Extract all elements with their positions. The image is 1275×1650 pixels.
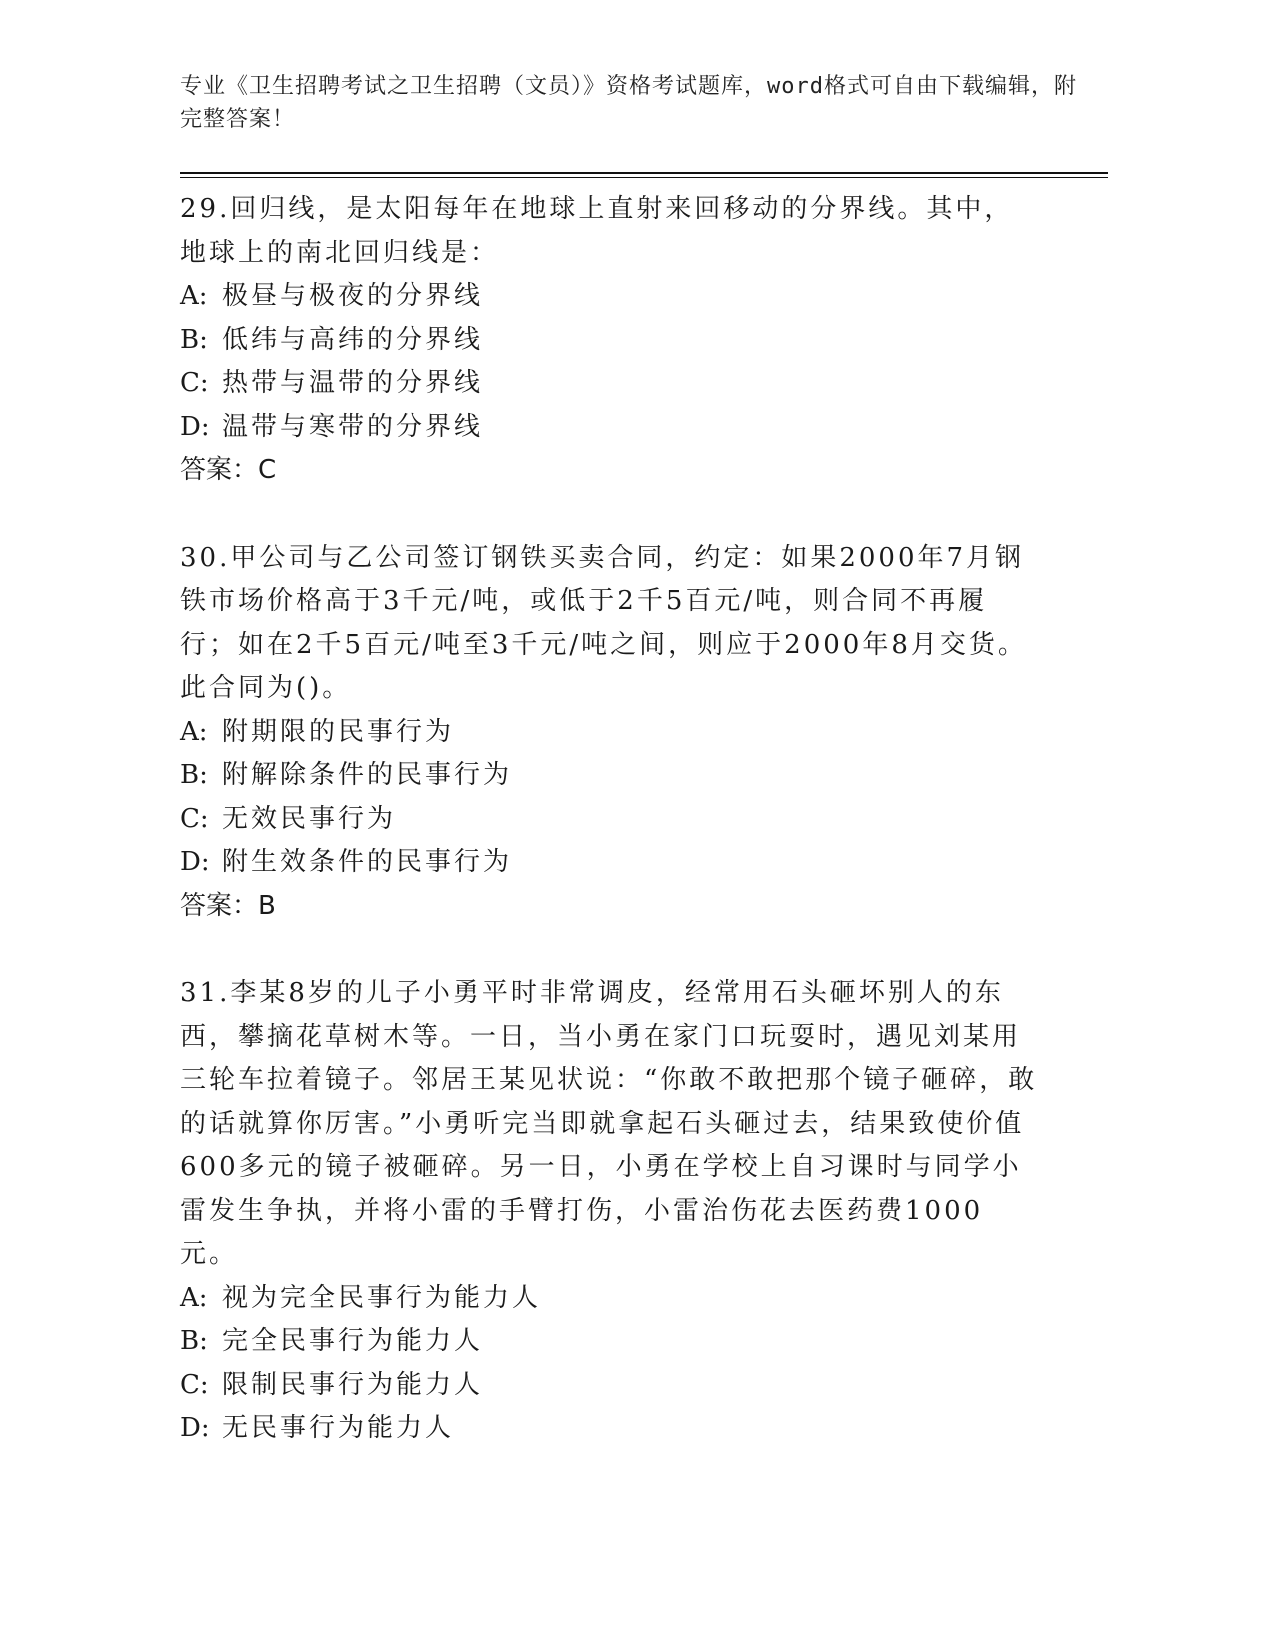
- header-divider-thick: [180, 172, 1108, 174]
- option-text: 低纬与高纬的分界线: [222, 324, 484, 355]
- header-divider-thin: [180, 177, 1108, 178]
- option-b: [180, 754, 1040, 798]
- option-key: B:: [180, 760, 208, 790]
- answer-line: 答案：C: [180, 455, 277, 485]
- question-list: [180, 188, 1040, 1451]
- option-text: 无效民事行为: [222, 803, 397, 834]
- option-c: [180, 362, 1040, 406]
- answer-line: 答案：B: [180, 890, 276, 921]
- option-a: [180, 275, 1040, 319]
- question-stem: 30.甲公司与乙公司签订钢铁买卖合同，约定：如果2000年7月钢铁市场价格高于3千元/吨，或低于2千5百元/吨，则合同不再履行；如在2千5百元/吨至3千元/吨之间，则应于2000年8月交货。此合同为()。: [180, 542, 1027, 703]
- question-stem: 29.回归线，是太阳每年在地球上直射来回移动的分界线。其中，地球上的南北回归线是：: [180, 194, 1014, 268]
- question-stem: 31.李某8岁的儿子小勇平时非常调皮，经常用石头砸坏别人的东西，攀摘花草树木等。一日，当小勇在家门口玩耍时，遇见刘某用三轮车拉着镜子。邻居王某见状说：“你敢不敢把那个镜子砸碎，敢的话就算你厉害。”小勇听完当即就拿起石头砸过去，结果致使价值600多元的镜子被砸碎。另一日，小勇在学校上自习课时与同学小雷发生争执，并将小雷的手臂打伤，小雷治伤花去医药费1000元。: [180, 978, 1038, 1269]
- option-text: 附解除条件的民事行为: [222, 760, 513, 790]
- option-d: [180, 406, 1040, 450]
- question-spacer: [180, 493, 1040, 537]
- option-key: D:: [180, 411, 210, 442]
- option-text: 附生效条件的民事行为: [222, 847, 513, 877]
- question-spacer: [180, 928, 1040, 972]
- option-a: [180, 711, 1040, 755]
- option-d: [180, 841, 1040, 885]
- option-text: 附期限的民事行为: [222, 716, 455, 747]
- option-key: C:: [180, 1369, 209, 1400]
- option-key: A:: [180, 281, 208, 311]
- option-key: D:: [180, 847, 210, 877]
- question-29: [180, 188, 1040, 493]
- option-text: 热带与温带的分界线: [222, 368, 484, 398]
- option-d: [180, 1407, 1040, 1451]
- option-c: [180, 798, 1040, 842]
- question-31: [180, 972, 1040, 1451]
- option-key: D:: [180, 1413, 210, 1443]
- option-text: 完全民事行为能力人: [222, 1326, 484, 1356]
- option-text: 视为完全民事行为能力人: [222, 1282, 542, 1313]
- option-b: [180, 319, 1040, 363]
- option-text: 无民事行为能力人: [222, 1413, 455, 1443]
- option-key: C:: [180, 803, 209, 834]
- option-c: [180, 1364, 1040, 1408]
- option-text: 温带与寒带的分界线: [222, 411, 484, 442]
- option-key: A:: [180, 716, 208, 747]
- document-header: 专业《卫生招聘考试之卫生招聘（文员）》资格考试题库，word格式可自由下载编辑，附完整答案！: [180, 74, 1077, 132]
- option-key: C:: [180, 368, 209, 398]
- option-text: 极昼与极夜的分界线: [222, 281, 484, 311]
- option-key: A:: [180, 1282, 208, 1313]
- option-b: [180, 1320, 1040, 1364]
- option-key: B:: [180, 1326, 208, 1356]
- option-text: 限制民事行为能力人: [222, 1369, 484, 1400]
- option-key: B:: [180, 324, 208, 355]
- question-30: [180, 537, 1040, 929]
- option-a: [180, 1277, 1040, 1321]
